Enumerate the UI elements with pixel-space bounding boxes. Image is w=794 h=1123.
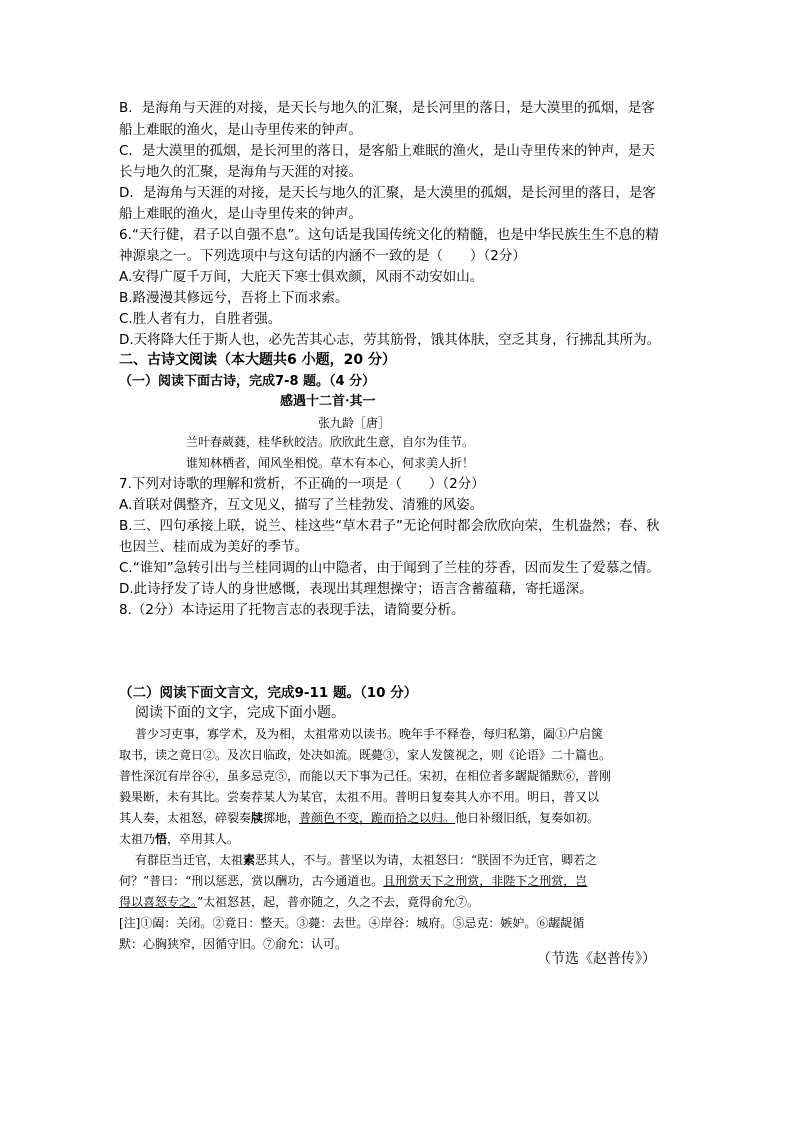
section-2-heading: 二、古诗文阅读（本大题共6 小题，20 分）	[119, 352, 396, 368]
poem-line-2: 谁知林栖者，闻风坐相悦。草木有本心，何求美人折！	[186, 456, 475, 470]
q7-stem: 7.下列对诗歌的理解和赏析，不正确的一项是（ ）（2分）	[119, 476, 485, 492]
q5-option-c-line2: 长与地久的汇聚，是海角与天涯的对接。	[119, 164, 362, 180]
passage-line-9	[119, 894, 479, 910]
q6-stem-line2: 神源泉之一。下列选项中与这句话的内涵不一致的是（ ）（2分）	[119, 248, 526, 264]
q5-option-b-line2: 船上难眠的渔火，是山寺里传来的钟声。	[119, 122, 362, 138]
poem-title: 感遇十二首·其一	[280, 394, 376, 409]
passage-text: 何？”普曰：“刑以惩恶，赏以酬功，古今通道也。	[119, 874, 384, 888]
passage-underlined-sentence: 普颜色不变，跪而拾之以归。	[299, 811, 456, 825]
q7-option-a: A.首联对偶整齐，互文见义，描写了兰桂勃发、清雅的风姿。	[119, 497, 484, 513]
passage-line-7	[135, 852, 597, 868]
q7-option-b-line1: B.三、四句承接上联，说兰、桂这些“草木君子”无论何时都会欣欣向荣，生机盎然；春、秋	[119, 518, 660, 534]
notes-line-2: 默：心胸狭窄，因循守旧。⑦俞允：认可。	[119, 937, 348, 951]
passage-bold-word: 牍	[251, 811, 264, 825]
q6-option-d: D.天将降大任于斯人也，必先苦其心志，劳其筋骨，饿其体肤，空乏其身，行拂乱其所为。	[119, 332, 661, 348]
q6-option-b: B.路漫漫其修远兮，吾将上下而求索。	[119, 290, 349, 306]
passage-text: 掷地，	[263, 811, 300, 825]
q6-option-a: A.安得广厦千万间，大庇天下寒士俱欢颜，风雨不动安如山。	[119, 269, 484, 285]
q7-option-c: C.“谁知”急转引出与兰桂同调的山中隐者，由于闻到了兰桂的芬香，因而发生了爱慕之情。	[119, 560, 660, 576]
passage-line-8	[119, 873, 587, 889]
part-1-heading: （一）阅读下面古诗，完成7-8 题。（4 分）	[119, 374, 376, 389]
passage-line-3: 普性深沉有岸谷④，虽多忌克⑤，而能以天下事为己任。宋初，在相位者多龌龊循默⑥，普刚	[119, 769, 612, 783]
passage-source: （节选《赵普传》）	[537, 951, 656, 967]
notes-line-1: [注]①阖：关闭。②竟日：整天。③薨：去世。④岸谷：城府。⑤忌克：嫉妒。⑥龌龊循	[119, 916, 585, 930]
q7-option-d: D.此诗抒发了诗人的身世感慨，表现出其理想操守；语言含蓄蕴藉，寄托遥深。	[119, 581, 593, 597]
passage-text: 其人奏，太祖怒，碎裂奏	[119, 811, 252, 825]
passage-text: 他日补缀旧纸，复奏如初。	[455, 811, 600, 825]
poem-line-1: 兰叶春葳蕤，桂华秋皎洁。欣欣此生意，自尔为佳节。	[186, 435, 475, 449]
passage-line-6	[119, 831, 239, 847]
part-2-instruction: 阅读下面的文字，完成下面小题。	[135, 705, 345, 721]
passage-text: ，卒用其人。	[167, 832, 240, 846]
q5-option-d-line1: D．是海角与天涯的对接，是天长与地久的汇聚，是大漠里的孤烟，是长河里的落日，是客	[119, 185, 656, 201]
q7-option-b-line2: 也因兰、桂而成为美好的季节。	[119, 539, 308, 555]
q5-option-d-line2: 船上难眠的渔火，是山寺里传来的钟声。	[119, 206, 362, 222]
q6-option-c: C.胜人者有力，自胜者强。	[119, 311, 282, 327]
part-2-heading: （二）阅读下面文言文，完成9-11 题。（10 分）	[119, 685, 418, 701]
q5-option-c-line1: C．是大漠里的孤烟，是长河里的落日，是客船上难眠的渔火，是山寺里传来的钟声，是天	[119, 143, 655, 159]
passage-line-4: 毅果断，未有其比。尝奏荐某人为某官，太祖不用。普明日复奏其人亦不用。明日，普又以	[119, 790, 600, 804]
passage-bold-word: 悟	[155, 832, 168, 846]
passage-underlined-sentence: 得以喜怒专之。	[119, 895, 198, 909]
passage-line-1: 普少习吏事，寡学术，及为相，太祖常劝以读书。晚年手不释卷，每归私第，阖①户启箧	[135, 727, 604, 741]
q5-option-b-line1: B．是海角与天涯的对接，是天长与地久的汇聚，是长河里的落日，是大漠里的孤烟，是客	[119, 100, 655, 116]
passage-underlined-sentence: 且刑赏天下之刑赏，非陛下之刑赏，岂	[383, 874, 588, 888]
passage-line-5	[119, 810, 599, 826]
passage-text: 恶其人，不与。普坚以为请，太祖怒曰：“朕固不为迁官，卿若之	[255, 853, 598, 867]
passage-line-2: 取书，读之竟日②。及次日临政，处决如流。既薨③，家人发箧视之，则《论语》二十篇也。	[119, 748, 612, 762]
passage-text: 太祖乃	[119, 832, 156, 846]
q6-stem-line1: 6.“天行健，君子以自强不息”。这句话是我国传统文化的精髓，也是中华民族生生不息的精	[119, 227, 659, 243]
passage-text: ”太祖怒甚，起，普亦随之，久之不去，竟得俞允⑦。	[197, 895, 480, 909]
q8-stem: 8.（2分）本诗运用了托物言志的表现手法，请简要分析。	[119, 602, 465, 618]
passage-bold-word: 素	[243, 853, 256, 867]
poem-author: 张九龄［唐］	[318, 416, 391, 430]
passage-text: 有群臣当迁官，太祖	[135, 853, 244, 867]
